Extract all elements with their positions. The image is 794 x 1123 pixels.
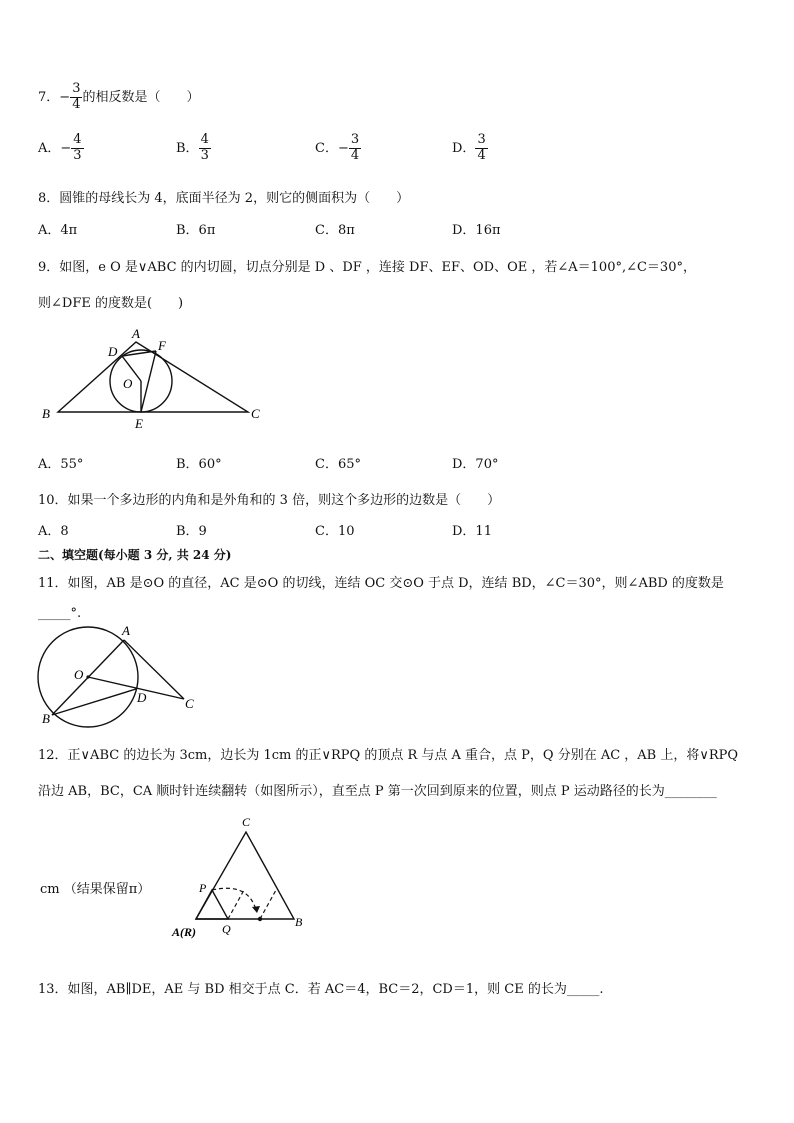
q9-figure [38, 326, 270, 434]
q9-option-d: D．70° [452, 457, 499, 472]
option-fraction [349, 133, 361, 164]
q9-option-c: C．65° [315, 457, 361, 472]
q7-option-c [315, 131, 361, 167]
q9-stem-line1: 9．如图，e O 是∨ABC 的内切圆，切点分别是 D 、DF ，连接 DF、EF、OD、OE ，若∠A＝100°,∠C＝30°， [38, 260, 696, 275]
label-c: C [251, 406, 260, 421]
option-den: 3 [73, 148, 82, 163]
q13-stem: 13．如图，AB∥DE，AE 与 BD 相交于点 C．若 AC＝4，BC＝2，CD＝1，则 CE 的长为_____. [38, 982, 604, 997]
q7-option-d [452, 131, 488, 167]
q7-fraction [70, 82, 82, 113]
q10-option-b: B．9 [176, 524, 207, 539]
triangle-abc [196, 832, 294, 919]
option-num: 4 [73, 132, 82, 148]
option-label: D． [452, 141, 476, 156]
segment-oc [88, 677, 184, 699]
q7-tail: 的相反数是（ ） [82, 90, 200, 105]
label-a: A [132, 326, 140, 341]
option-den: 4 [477, 148, 486, 163]
q8-option-c: C．8π [315, 223, 355, 238]
point-marker [258, 917, 262, 921]
option-fraction [199, 133, 211, 164]
option-num: 4 [200, 132, 209, 148]
dashed-side-1 [228, 890, 244, 919]
option-num: 3 [477, 132, 486, 148]
dashed-side-2 [260, 890, 276, 919]
q10-option-d: D．11 [452, 524, 492, 539]
option-fraction [475, 133, 487, 164]
option-label: B． [176, 141, 199, 156]
label-b: B [42, 406, 50, 421]
label-a-r: A(R) [172, 925, 196, 939]
q10-option-a: A．8 [38, 524, 69, 539]
q11-stem-line2: _____°. [38, 606, 82, 621]
q8-option-b: B．6π [176, 223, 216, 238]
dashed-arc-path [212, 888, 256, 910]
option-sign: − [337, 141, 349, 156]
option-label: A． [38, 141, 61, 156]
q12-figure [168, 812, 313, 940]
arrow-head [252, 906, 260, 913]
q10-option-c: C．10 [315, 524, 355, 539]
section-heading: 二、填空题(每小题 3 分, 共 24 分) [38, 548, 232, 562]
option-fraction [71, 133, 83, 164]
label-e: E [135, 416, 143, 431]
q9-option-b: B．60° [176, 457, 222, 472]
label-p: P [199, 881, 207, 895]
q8-option-d: D．16π [452, 223, 501, 238]
label-a: A [122, 623, 130, 638]
q8-stem: 8．圆锥的母线长为 4，底面半径为 2，则它的侧面积为（ ） [38, 191, 410, 206]
center-dot [86, 675, 89, 678]
q8-option-a: A．4π [38, 223, 78, 238]
label-b: B [295, 915, 303, 929]
label-b: B [42, 711, 50, 726]
option-den: 3 [200, 148, 209, 163]
q9-stem-line2: 则∠DFE 的度数是( ) [38, 296, 184, 311]
q7-neg-sign: − [59, 90, 71, 105]
q12-stem-line1: 12．正∨ABC 的边长为 3cm，边长为 1cm 的正∨RPQ 的顶点 R 与点 A 重合，点 P，Q 分别在 AC ，AB 上，将∨RPQ [38, 748, 739, 763]
option-sign: − [60, 141, 72, 156]
option-num: 3 [350, 132, 360, 148]
q7-option-a [38, 131, 84, 167]
q10-stem: 10．如果一个多边形的内角和是外角和的 3 倍，则这个多边形的边数是（ ） [38, 493, 501, 508]
option-den: 4 [350, 148, 360, 163]
label-o: O [123, 376, 133, 391]
label-d: D [108, 344, 118, 359]
label-c: C [185, 696, 194, 711]
option-label: C． [315, 141, 338, 156]
label-o: O [74, 667, 84, 682]
label-d: D [137, 690, 147, 705]
q12-stem-line2: 沿边 AB，BC，CA 顺时针连续翻转（如图所示），直至点 P 第一次回到原来的位置，则点 P 运动路径的长为________ [38, 784, 717, 799]
label-c: C [242, 815, 251, 829]
q12-tail: cm （结果保留π） [40, 882, 151, 897]
label-q: Q [222, 922, 231, 936]
q7-stem [38, 80, 199, 116]
q11-stem-line1: 11．如图，AB 是⊙O 的直径，AC 是⊙O 的切线，连结 OC 交⊙O 于点 D，连结 BD，∠C＝30°，则∠ABD 的度数是 [38, 576, 724, 591]
q7-option-b [176, 131, 211, 167]
segment-ef [141, 351, 156, 412]
q9-option-a: A．55° [38, 457, 84, 472]
q7-frac-den: 4 [72, 97, 81, 112]
q7-number: 7． [38, 90, 60, 105]
q7-frac-num: 3 [72, 81, 81, 97]
label-f: F [158, 338, 166, 353]
q11-figure [34, 622, 204, 730]
